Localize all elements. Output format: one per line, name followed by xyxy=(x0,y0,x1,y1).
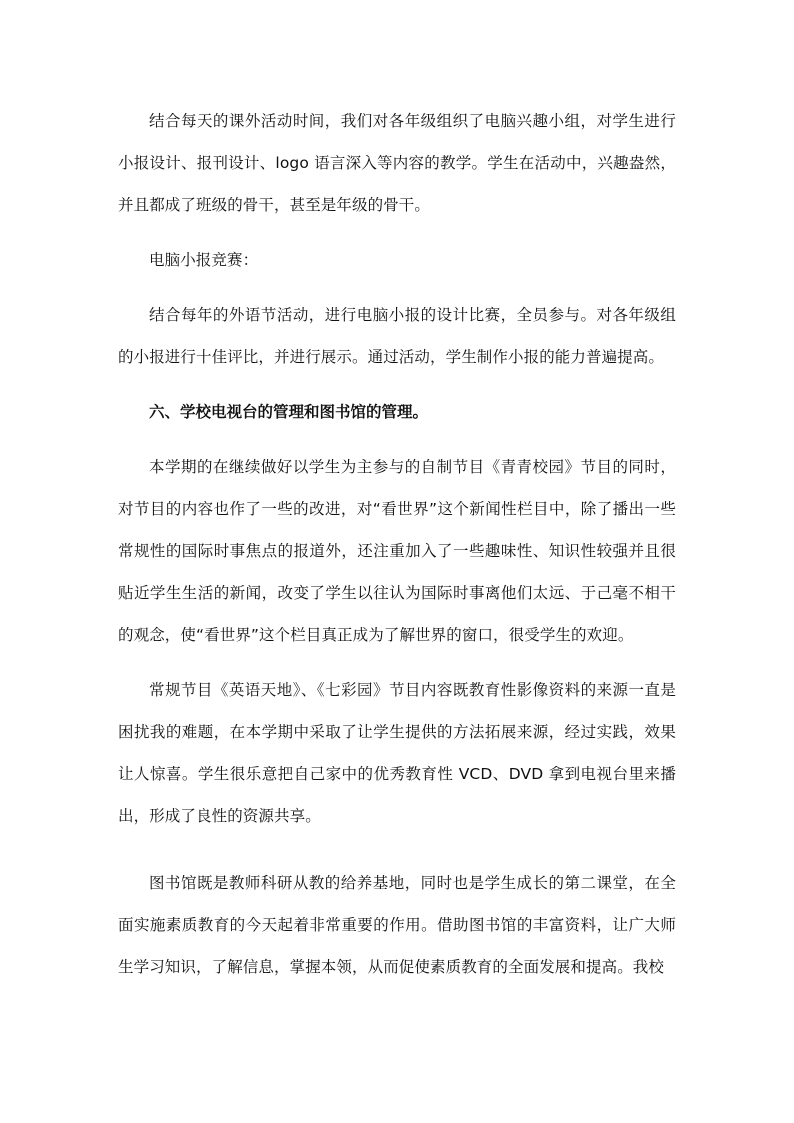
paragraph-competition-detail: 结合每年的外语节活动，进行电脑小报的设计比赛，全员参与。对各年级组的小报进行十佳评比，并进行展示。通过活动，学生制作小报的能力普遍提高。 xyxy=(118,306,676,366)
document-page xyxy=(118,100,676,988)
spacer xyxy=(118,378,676,391)
section-heading-six: 六、学校电视台的管理和图书馆的管理。 xyxy=(149,403,429,421)
spacer xyxy=(118,656,676,669)
paragraph-computer-interest-group: 结合每天的课外活动时间，我们对各年级组织了电脑兴趣小组，对学生进行小报设计、报刊设计、logo 语言深入等内容的教学。学生在活动中，兴趣盎然，并且都成了班级的骨干，甚至是年级的骨干。 xyxy=(118,112,676,214)
spacer xyxy=(118,226,676,239)
spacer xyxy=(118,837,676,862)
spacer xyxy=(118,433,676,446)
paragraph-regular-programs: 常规节目《英语天地》、《七彩园》节目内容既教育性影像资料的来源一直是困扰我的难题，在本学期中采取了让学生提供的方法拓展来源，经过实践，效果让人惊喜。学生很乐意把自己家中的优秀教育性 VCD、DVD 拿到电视台里来播出，形成了良性的资源共享。 xyxy=(118,681,676,825)
paragraph-competition-title: 电脑小报竞赛： xyxy=(149,251,259,269)
paragraph-tv-station: 本学期的在继续做好以学生为主参与的自制节目《青青校园》节目的同时，对节目的内容也作了一些的改进，对“看世界”这个新闻性栏目中，除了播出一些常规性的国际时事焦点的报道外，还注重加入了一些趣味性、知识性较强并且很贴近学生生活的新闻，改变了学生以往认为国际时事离他们太远、于己毫不相干的观念，使“看世界”这个栏目真正成为了解世界的窗口，很受学生的欢迎。 xyxy=(118,458,676,644)
spacer xyxy=(118,281,676,294)
paragraph-library: 图书馆既是教师科研从教的给养基地，同时也是学生成长的第二课堂，在全面实施素质教育的今天起着非常重要的作用。借助图书馆的丰富资料，让广大师生学习知识，了解信息，掌握本领，从而促使素质教育的全面发展和提高。我校 xyxy=(118,874,676,976)
